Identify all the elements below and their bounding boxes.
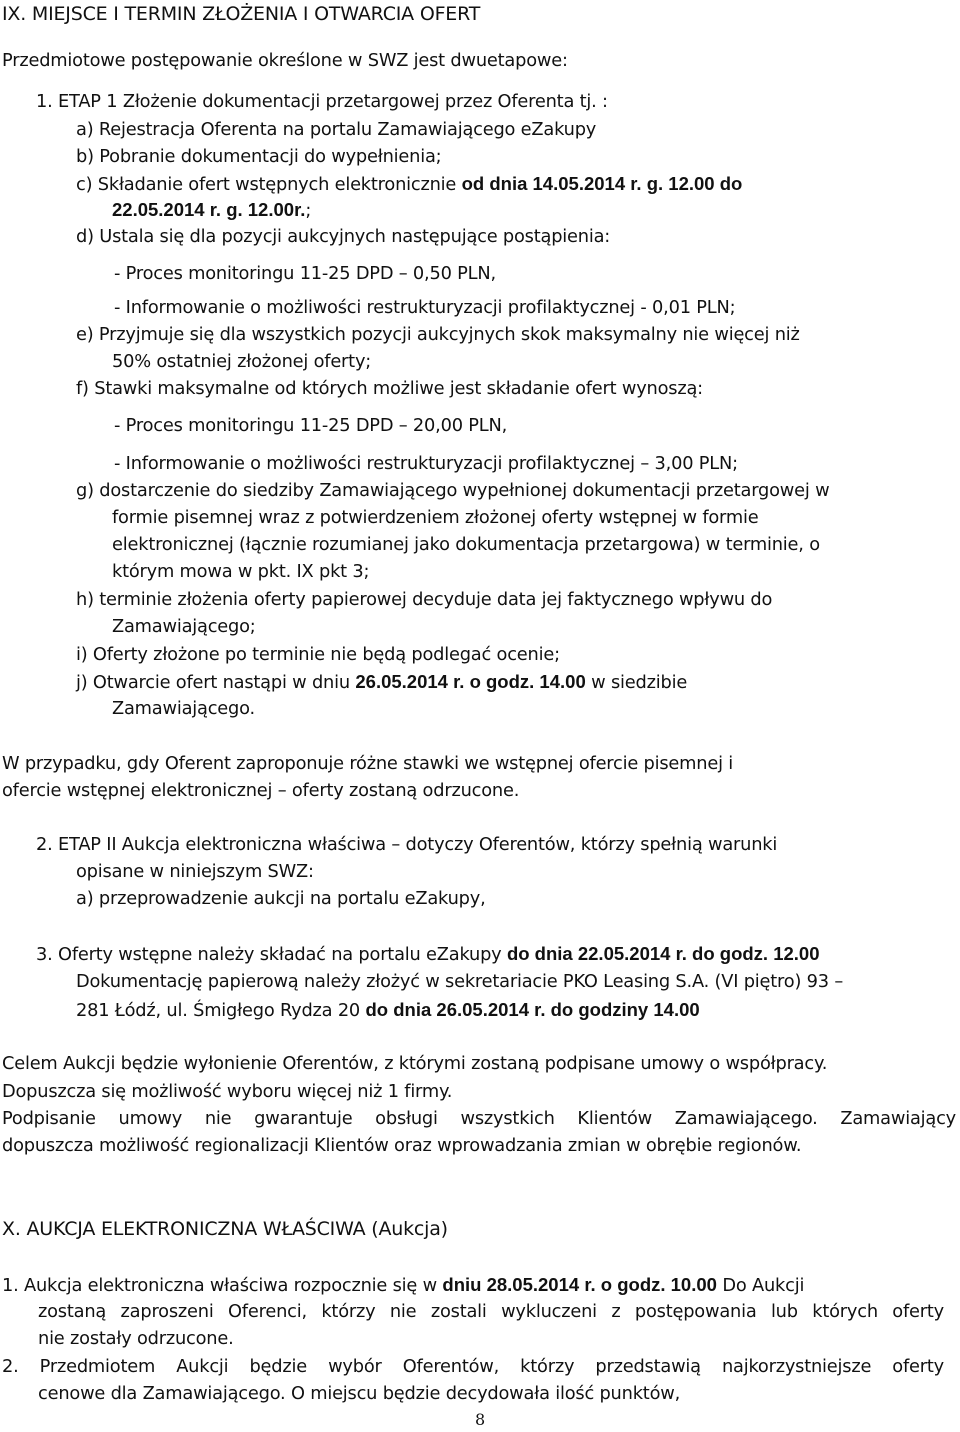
- item-g-cont-2: elektronicznej (łącznie rozumianej jako dokumentacja przetargowa) w terminie, o: [112, 534, 820, 555]
- auction-p1-line-1: [2, 1273, 804, 1298]
- signing-line-2: dopuszcza możliwość regionalizacji Klientów oraz wprowadzania zmian w obrębie regionów.: [2, 1135, 802, 1156]
- page-number: 8: [475, 1410, 485, 1429]
- auction-p2-line-1: [2, 1355, 944, 1379]
- item-g: g) dostarczenie do siedziby Zamawiającego wypełnionej dokumentacji przetargowej w: [76, 480, 830, 501]
- warning-line-1: W przypadku, gdy Oferent zaproponuje różne stawki we wstępnej ofercie pisemnej i: [2, 753, 734, 774]
- point3-line-3: [76, 998, 700, 1023]
- item-e-cont: 50% ostatniej złożonej oferty;: [112, 351, 372, 372]
- item-c-end: ;: [305, 200, 312, 221]
- item-d-bullet-1: - Proces monitoringu 11-25 DPD – 0,50 PLN,: [114, 263, 496, 284]
- stage1-title: 1. ETAP 1 Złożenie dokumentacji przetargowej przez Oferenta tj. :: [36, 91, 608, 112]
- item-f: f) Stawki maksymalne od których możliwe jest składanie ofert wynoszą:: [76, 378, 703, 399]
- item-f-bullet-2: - Informowanie o możliwości restrukturyzacji profilaktycznej – 3,00 PLN;: [114, 453, 738, 474]
- signing-line-1: [2, 1107, 956, 1131]
- goal-line-1: Celem Aukcji będzie wyłonienie Oferentów, z którymi zostaną podpisane umowy o współpracy.: [2, 1053, 828, 1074]
- stage2-item-a: a) przeprowadzenie aukcji na portalu eZakupy,: [76, 888, 486, 909]
- auction-p1-date-bold: dniu 28.05.2014 r. o godz. 10.00: [442, 1274, 717, 1295]
- item-c-date2-bold: 22.05.2014 r. g. 12.00r.: [112, 199, 306, 220]
- point3-line-1: [36, 942, 820, 967]
- point3-address: 281 Łódź, ul. Śmigłego Rydza 20: [76, 1000, 366, 1021]
- auction-p1-line-3: nie zostały odrzucone.: [38, 1328, 234, 1349]
- item-j-date-bold: 26.05.2014 r. o godz. 14.00: [355, 671, 586, 692]
- stage2-title: 2. ETAP II Aukcja elektroniczna właściwa – dotyczy Oferentów, którzy spełnią warunki: [36, 834, 778, 855]
- auction-p1-line-2-text: zostaną zaproszeni Oferenci, którzy nie zostali wykluczeni z postępowania lub których oferty: [38, 1301, 944, 1322]
- item-j-post: w siedzibie: [585, 672, 688, 693]
- warning-line-2: ofercie wstępnej elektronicznej – oferty zostaną odrzucone.: [2, 780, 520, 801]
- item-i: i) Oferty złożone po terminie nie będą podlegać ocenie;: [76, 644, 560, 665]
- item-f-bullet-1: - Proces monitoringu 11-25 DPD – 20,00 PLN,: [114, 415, 508, 436]
- item-h-cont: Zamawiającego;: [112, 616, 256, 637]
- item-g-cont-3: którym mowa w pkt. IX pkt 3;: [112, 561, 370, 582]
- section-ix-heading: IX. MIEJSCE I TERMIN ZŁOŻENIA I OTWARCIA OFERT: [2, 3, 481, 25]
- item-g-cont-1: formie pisemnej wraz z potwierdzeniem złożonej oferty wstępnej w formie: [112, 507, 759, 528]
- auction-p2-line-2: cenowe dla Zamawiającego. O miejscu będzie decydowała ilość punktów,: [38, 1383, 681, 1404]
- item-c-cont: [112, 198, 311, 223]
- item-c-date-bold: od dnia 14.05.2014 r. g. 12.00 do: [461, 173, 743, 194]
- point3-text: 3. Oferty wstępne należy składać na portalu eZakupy: [36, 944, 507, 965]
- item-j: [76, 670, 687, 695]
- item-c-text: c) Składanie ofert wstępnych elektronicznie: [76, 174, 462, 195]
- auction-p1-text: 1. Aukcja elektroniczna właściwa rozpocznie się w: [2, 1275, 443, 1296]
- point3-line-2: Dokumentację papierową należy złożyć w sekretariacie PKO Leasing S.A. (VI piętro) 93 –: [76, 971, 844, 992]
- item-e: e) Przyjmuje się dla wszystkich pozycji aukcyjnych skok maksymalny nie więcej niż: [76, 324, 800, 345]
- auction-p1-line-2: [38, 1300, 944, 1324]
- item-a: a) Rejestracja Oferenta na portalu Zamawiającego eZakupy: [76, 119, 597, 140]
- point3-deadline-bold: do dnia 26.05.2014 r. do godziny 14.00: [365, 999, 700, 1020]
- item-h: h) terminie złożenia oferty papierowej decyduje data jej faktycznego wpływu do: [76, 589, 773, 610]
- auction-p1-post: Do Aukcji: [716, 1275, 805, 1296]
- auction-p2-line-1-text: 2. Przedmiotem Aukcji będzie wybór Oferentów, którzy przedstawią najkorzystniejsze oferty: [2, 1356, 944, 1377]
- stage2-cont: opisane w niniejszym SWZ:: [76, 861, 314, 882]
- item-b: b) Pobranie dokumentacji do wypełnienia;: [76, 146, 442, 167]
- item-j-cont: Zamawiającego.: [112, 698, 255, 719]
- item-c: [76, 172, 742, 197]
- intro-text: Przedmiotowe postępowanie określone w SWZ jest dwuetapowe:: [2, 50, 568, 71]
- item-j-text: j) Otwarcie ofert nastąpi w dniu: [76, 672, 356, 693]
- item-d: d) Ustala się dla pozycji aukcyjnych następujące postąpienia:: [76, 226, 611, 247]
- point3-date-bold: do dnia 22.05.2014 r. do godz. 12.00: [506, 943, 820, 964]
- goal-line-2: Dopuszcza się możliwość wyboru więcej niż 1 firmy.: [2, 1081, 453, 1102]
- item-d-bullet-2: - Informowanie o możliwości restrukturyzacji profilaktycznej - 0,01 PLN;: [114, 297, 736, 318]
- section-x-heading: X. AUKCJA ELEKTRONICZNA WŁAŚCIWA (Aukcja): [2, 1218, 448, 1240]
- signing-line-1-text: Podpisanie umowy nie gwarantuje obsługi wszystkich Klientów Zamawiającego. Zamawiający: [2, 1108, 956, 1129]
